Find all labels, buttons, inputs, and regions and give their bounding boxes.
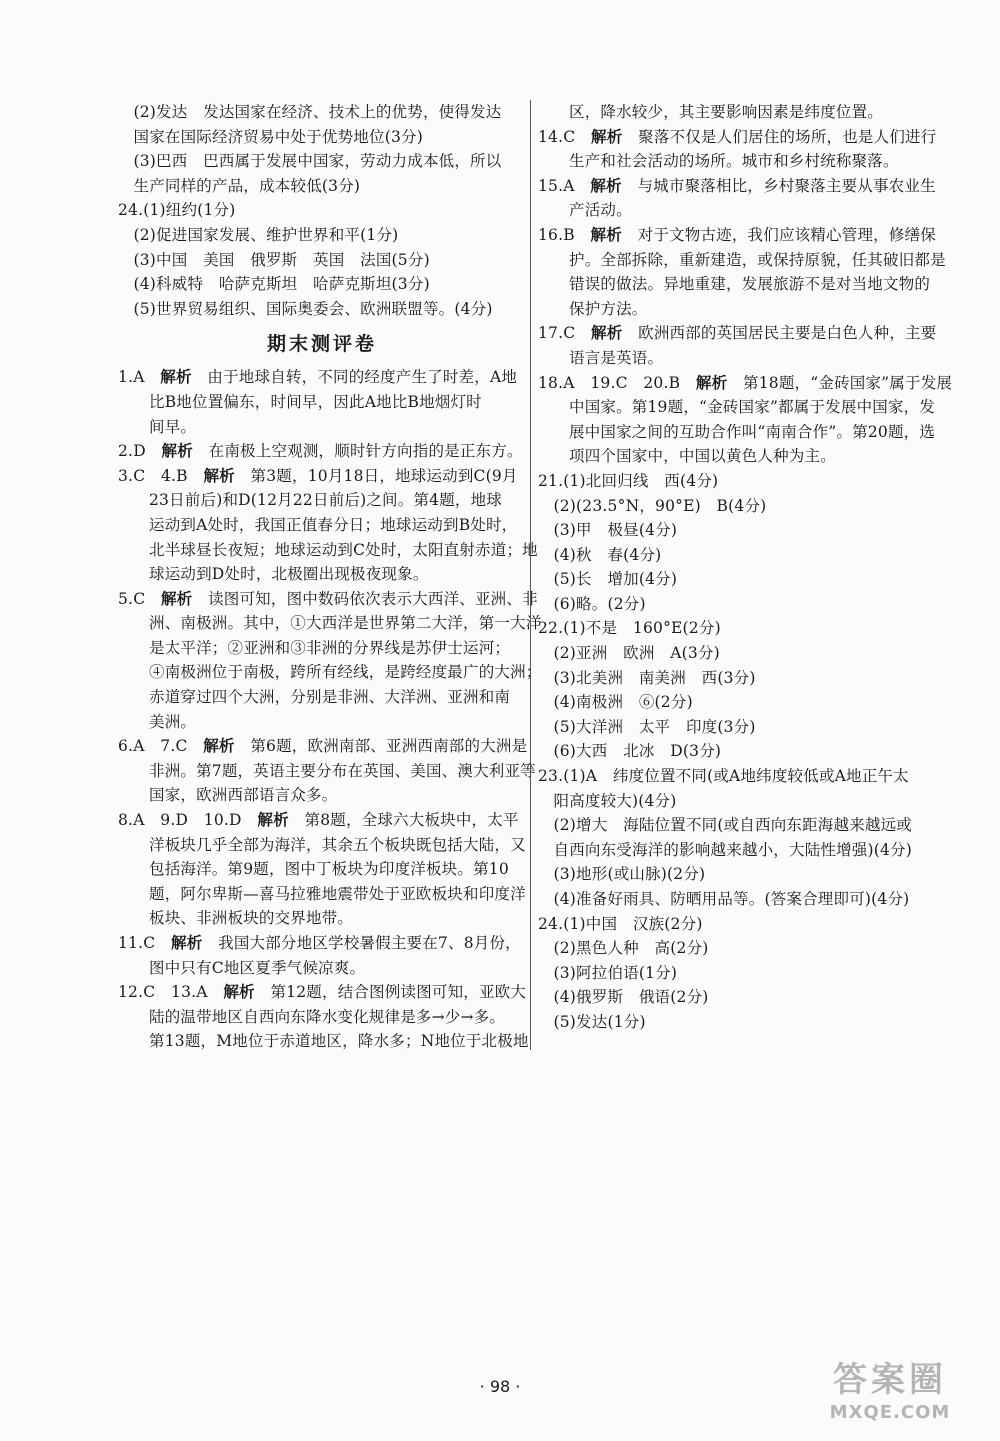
text-line: 项四个国家中，中国以黄色人种为主。 xyxy=(569,447,836,466)
text-line: 包括海洋。第9题，图中丁板块为印度洋板块。第10 xyxy=(149,860,509,879)
text-line: (3)地形(或山脉)(2分) xyxy=(553,865,706,884)
analysis-label: 解析 xyxy=(591,127,623,146)
text-line: 洲、南极洲。其中，①大西洋是世界第二大洋，第一大洋 xyxy=(149,614,542,633)
analysis-text: 在南极上空观测，顺时针方向指的是正东方。 xyxy=(208,442,523,461)
text-line: 第13题，M地位于赤道地区，降水多；N地位于北极地 xyxy=(149,1032,529,1051)
analysis-label: 解析 xyxy=(160,589,193,608)
text-line: 中国家。第19题，“金砖国家”都属于发展中国家，发 xyxy=(569,398,936,417)
answer-line xyxy=(538,125,940,150)
answer-key: 2.D xyxy=(118,442,146,461)
answer-key: 8.A 9.D 10.D xyxy=(118,811,242,830)
text-line: 赤道穿过四个大洲，分别是非洲、大洋洲、亚洲和南 xyxy=(149,688,511,707)
answer-key: 11.C xyxy=(118,934,156,952)
text-line: 生产同样的产品，成本较低(3分) xyxy=(133,176,361,195)
watermark-text-cn: 答案圈 xyxy=(833,1360,947,1400)
text-line: (4)科威特 哈萨克斯坦 哈萨克斯坦(3分) xyxy=(133,275,430,294)
analysis-label: 解析 xyxy=(591,324,623,343)
answer-key: 5.C xyxy=(118,589,146,608)
text-line: 错误的做法。异地重建，发展旅游不是对当地文物的 xyxy=(569,275,931,294)
text-line: (3)甲 极昼(4分) xyxy=(553,521,678,540)
text-line: 23日前后)和D(12月22日前后)之间。第4题，地球 xyxy=(149,491,503,510)
text-line: (5)世界贸易组织、国际奥委会、欧洲联盟等。(4分) xyxy=(133,299,493,318)
column-divider xyxy=(530,100,531,1050)
text-line: 21.(1)北回归线 西(4分) xyxy=(538,471,719,490)
text-line: 展中国家之间的互助合作叫“南南合作”。第20题，选 xyxy=(569,422,936,441)
answer-line xyxy=(538,174,940,199)
analysis-text: 聚落不仅是人们居住的场所，也是人们进行 xyxy=(638,127,937,146)
text-line: 国家在国际经济贸易中处于优势地位(3分) xyxy=(133,127,423,146)
analysis-text: 第12题，结合图例读图可知，亚欧大 xyxy=(270,983,527,1002)
analysis-text: 读图可知，图中数码依次表示大西洋、亚洲、非 xyxy=(208,589,538,608)
text-line: 24.(1)中国 汉族(2分) xyxy=(538,914,703,933)
text-line: 非洲。第7题，英语主要分布在英国、美国、澳大利亚等 xyxy=(149,761,536,780)
text-line: 自西向东受海洋的影响越来越小，大陆性增强)(4分) xyxy=(553,840,913,859)
analysis-text: 第3题，10月18日，地球运动到C(9月 xyxy=(250,466,518,485)
text-line: (3)中国 美国 俄罗斯 英国 法国(5分) xyxy=(133,250,430,269)
text-line: 保护方法。 xyxy=(569,299,648,318)
left-column xyxy=(118,100,542,1054)
text-line: (2)亚洲 欧洲 A(3分) xyxy=(553,644,720,663)
text-line: 题，阿尔卑斯—喜马拉雅地震带处于亚欧板块和印度洋 xyxy=(149,884,526,903)
text-line: 板块、非洲板块的交界地带。 xyxy=(149,909,354,928)
text-line: 陆的温带地区自西向东降水变化规律是多→少→多。 xyxy=(149,1007,506,1026)
text-line: 23.(1)A 纬度位置不同(或A地纬度较低或A地正午太 xyxy=(538,767,909,786)
answer-line xyxy=(118,808,526,833)
answer-key: 6.A 7.C xyxy=(118,737,188,756)
text-line: 产活动。 xyxy=(569,201,632,220)
text-line: (3)北美洲 南美洲 西(3分) xyxy=(553,668,756,687)
analysis-text: 第6题，欧洲南部、亚洲西南部的大洲是 xyxy=(250,737,528,756)
analysis-text: 欧洲西部的英国居民主要是白色人种，主要 xyxy=(638,324,937,343)
text-line: 是太平洋；②亚洲和③非洲的分界线是苏伊士运河； xyxy=(149,638,511,657)
answer-line xyxy=(118,587,538,612)
analysis-text: 对于文物古迹，我们应该精心管理，修缮保 xyxy=(637,225,936,244)
answer-line xyxy=(538,223,940,248)
analysis-text: 我国大部分地区学校暑假主要在7、8月份， xyxy=(218,934,521,952)
text-line: 间早。 xyxy=(149,417,197,436)
analysis-label: 解析 xyxy=(590,176,622,195)
answer-line xyxy=(538,371,953,396)
watermark-logo xyxy=(800,1358,980,1436)
text-line: 护。全部拆除，重新建造，或保持原貌，任其破旧都是 xyxy=(569,250,946,269)
answer-line xyxy=(118,439,526,464)
analysis-label: 解析 xyxy=(203,737,235,756)
analysis-text: 第18题，“金砖国家”属于发展 xyxy=(743,373,953,392)
text-line: 美洲。 xyxy=(149,712,197,731)
text-line: (2)增大 海陆位置不同(或自西向东距海越来越远或 xyxy=(553,816,913,835)
text-line: 22.(1)不是 160°E(2分) xyxy=(538,619,721,638)
answer-line xyxy=(118,365,526,390)
text-line: 区，降水较少，其主要影响因素是纬度位置。 xyxy=(569,103,884,121)
answer-line xyxy=(118,980,526,1005)
answer-key: 16.B xyxy=(538,225,575,244)
answer-line xyxy=(118,464,526,489)
text-line: (5)大洋洲 太平 印度(3分) xyxy=(553,717,756,736)
text-line: (3)巴西 巴西属于发展中国家，劳动力成本低，所以 xyxy=(133,152,502,171)
text-line: (5)发达(1分) xyxy=(553,1012,646,1031)
text-line: (3)阿拉伯语(1分) xyxy=(553,963,678,982)
section-title: 期末测评卷 xyxy=(266,333,377,356)
text-line: 图中只有C地区夏季气候凉爽。 xyxy=(149,958,366,977)
text-line: 北半球昼长夜短；地球运动到C处时，太阳直射赤道；地 xyxy=(149,540,538,559)
analysis-label: 解析 xyxy=(203,466,235,485)
analysis-text: 第8题，全球六大板块中，太平 xyxy=(304,811,519,830)
answer-key: 14.C xyxy=(538,127,576,146)
answer-key: 17.C xyxy=(538,324,576,343)
text-line: (4)准备好雨具、防晒用品等。(答案合理即可)(4分) xyxy=(553,890,910,908)
analysis-label: 解析 xyxy=(257,811,289,830)
text-line: (5)长 增加(4分) xyxy=(553,570,678,589)
text-line: 洋板块几乎全部为海洋，其余五个板块既包括大陆，又 xyxy=(149,835,526,854)
analysis-text: 与城市聚落相比，乡村聚落主要从事农业生 xyxy=(637,176,936,195)
text-line: (6)大西 北冰 D(3分) xyxy=(553,742,722,761)
answer-line xyxy=(118,734,526,759)
text-line: (2)促进国家发展、维护世界和平(1分) xyxy=(133,225,399,244)
text-line: 球运动到D处时，北极圈出现极夜现象。 xyxy=(149,565,429,584)
watermark-text-en: MXQE.COM xyxy=(829,1402,951,1423)
answer-line xyxy=(538,321,940,346)
answer-key: 18.A 19.C 20.B xyxy=(538,373,681,392)
answer-line xyxy=(118,931,526,956)
analysis-label: 解析 xyxy=(171,934,203,952)
right-column xyxy=(538,100,953,1035)
analysis-label: 解析 xyxy=(223,983,255,1002)
analysis-label: 解析 xyxy=(590,225,622,244)
analysis-label: 解析 xyxy=(695,373,728,392)
text-line: (4)俄罗斯 俄语(2分) xyxy=(553,988,709,1007)
answer-key: 3.C 4.B xyxy=(118,466,188,485)
text-line: 运动到A处时，我国正值春分日；地球运动到B处时， xyxy=(149,515,518,534)
text-line: (2)黑色人种 高(2分) xyxy=(553,939,709,958)
answer-key: 1.A xyxy=(118,368,145,387)
text-line: ④南极洲位于南极，跨所有经线，是跨经度最广的大洲； xyxy=(149,663,542,682)
answer-key: 12.C 13.A xyxy=(118,983,208,1002)
answer-key: 15.A xyxy=(538,176,575,195)
analysis-text: 由于地球自转，不同的经度产生了时差，A地 xyxy=(207,368,518,387)
page-number: · 98 · xyxy=(479,1377,521,1396)
text-line: 国家，欧洲西部语言众多。 xyxy=(149,786,338,805)
text-line: (6)略。(2分) xyxy=(553,594,646,613)
text-line: 比B地位置偏东，时间早，因此A地比B地烟灯时 xyxy=(149,392,482,411)
text-line: 生产和社会活动的场所。城市和乡村统称聚落。 xyxy=(569,152,899,171)
text-line: 阳高度较大)(4分) xyxy=(553,791,677,810)
analysis-label: 解析 xyxy=(161,442,193,461)
text-line: (2)发达 发达国家在经济、技术上的优势，使得发达 xyxy=(133,103,502,121)
text-line: (2)(23.5°N，90°E) B(4分) xyxy=(553,496,767,515)
text-line: (4)南极洲 ⑥(2分) xyxy=(553,693,693,712)
text-line: 24.(1)纽约(1分) xyxy=(118,201,236,220)
analysis-label: 解析 xyxy=(160,368,192,387)
text-line: 语言是英语。 xyxy=(569,348,664,367)
text-line: (4)秋 春(4分) xyxy=(553,545,662,564)
